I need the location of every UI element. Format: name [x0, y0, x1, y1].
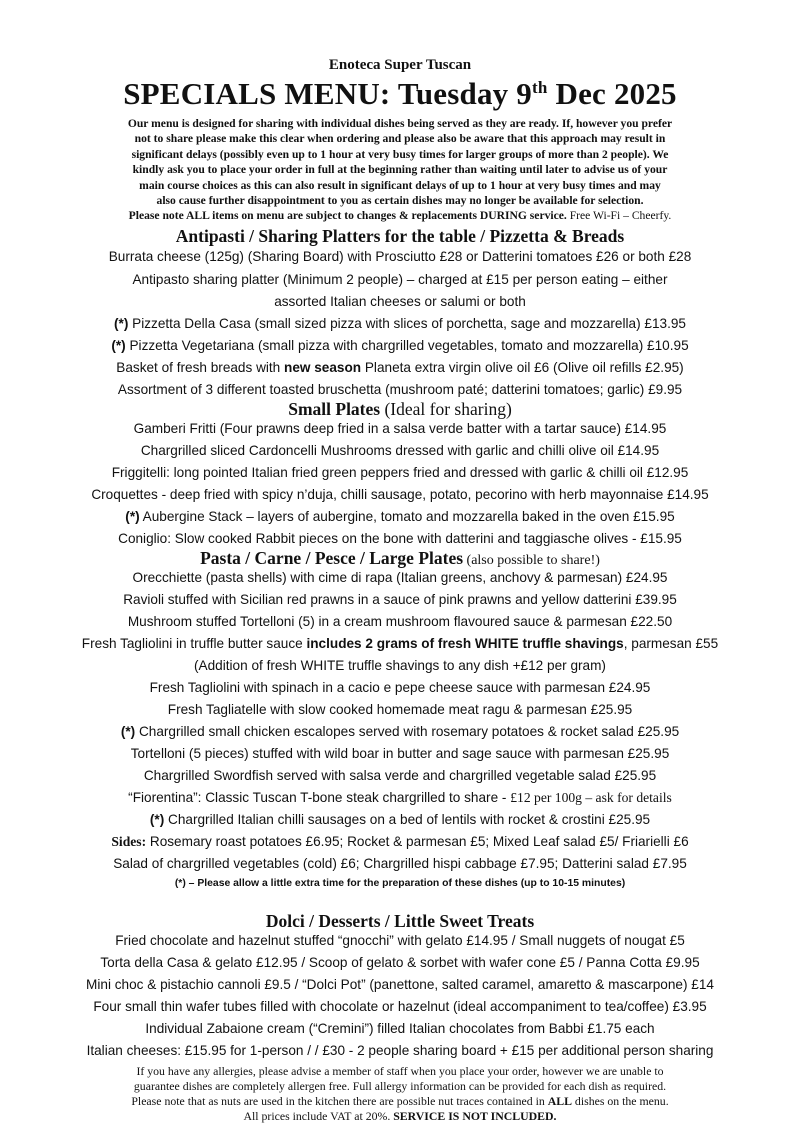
item-text: Planeta extra virgin olive oil £6 (Olive oil refills £2.95) [361, 360, 684, 375]
intro-line: not to share please make this clear when ordering and please also be aware that this approach may result in [134, 132, 666, 145]
heading-sub: (also possible to share!) [463, 553, 600, 568]
vat-note [0, 1109, 800, 1124]
menu-item: Individual Zabaione cream (“Cremini”) filled Italian chocolates from Babbi £1.75 each [145, 1021, 655, 1036]
heading-text: Pasta / Carne / Pesce / Large Plates [200, 548, 464, 568]
menu-item: Fresh Tagliatelle with slow cooked homemade meat ragu & parmesan £25.95 [167, 702, 633, 717]
note-text: Please note that as nuts are used in the kitchen there are possible nut traces contained in [131, 1094, 548, 1108]
extra-time-marker: (*) [111, 338, 126, 353]
item-text: Pizzetta Vegetariana (small pizza with chargrilled vegetables, tomato and mozzarella) £10.95 [125, 338, 689, 353]
section-heading-small-plates [0, 399, 800, 420]
title-ordinal: th [532, 78, 548, 97]
intro-line: kindly ask you to place your order in full at the beginning rather than waiting until later to advise us of your [132, 163, 668, 176]
item-text: £12 per 100g – ask for details [510, 790, 672, 805]
menu-item [0, 790, 800, 806]
menu-item [0, 636, 800, 651]
menu-item: Assortment of 3 different toasted bruschetta (mushroom paté; datterini tomatoes; garlic) £9.95 [117, 382, 683, 397]
menu-item: Coniglio: Slow cooked Rabbit pieces on the bone with datterini and taggiasche olives - £15.95 [118, 531, 682, 546]
item-text: Pizzetta Della Casa (small sized pizza with slices of porchetta, sage and mozzarella) £13.95 [128, 316, 686, 331]
extra-time-marker: (*) [114, 316, 129, 331]
item-text: “Fiorentina”: Classic Tuscan T-bone steak chargrilled to share - [128, 790, 511, 805]
sides-label: Sides: [111, 834, 147, 849]
item-text: Basket of fresh breads with [116, 360, 285, 375]
menu-item: Chargrilled Swordfish served with salsa verde and chargrilled vegetable salad £25.95 [143, 768, 657, 783]
heading-text: Small Plates [288, 399, 381, 419]
menu-item: (Addition of fresh WHITE truffle shavings to any dish +£12 per gram) [194, 658, 606, 673]
menu-item: Four small thin wafer tubes filled with chocolate or hazelnut (ideal accompaniment to tea/coffee) £3.95 [93, 999, 707, 1014]
item-highlight: new season [284, 360, 362, 375]
item-highlight: includes 2 grams of fresh WHITE truffle shavings [306, 636, 624, 651]
item-text: , parmesan £55 [623, 636, 719, 651]
menu-item [0, 338, 800, 353]
section-heading-large-plates [0, 548, 800, 569]
menu-item: Chargrilled sliced Cardoncelli Mushrooms dressed with garlic and chilli olive oil £14.95 [140, 443, 660, 458]
section-heading-desserts: Dolci / Desserts / Little Sweet Treats [265, 911, 535, 931]
note-bold: ALL [547, 1094, 572, 1108]
item-text: Chargrilled Italian chilli sausages on a bed of lentils with rocket & crostini £25.95 [164, 812, 651, 827]
menu-item: Antipasto sharing platter (Minimum 2 people) – charged at £15 per person eating – either [132, 272, 668, 287]
vat-text: All prices include VAT at 20%. [243, 1109, 394, 1123]
menu-item: Croquettes - deep fried with spicy n’duja, chilli sausage, potato, pecorino with herb mayonnaise £14.95 [91, 487, 709, 502]
menu-item [0, 724, 800, 739]
menu-item [0, 360, 800, 375]
extra-time-note: (*) – Please allow a little extra time for the preparation of these dishes (up to 10-15 minutes) [174, 878, 626, 889]
extra-time-marker: (*) [125, 509, 140, 524]
title-main: SPECIALS MENU: Tuesday 9 [123, 76, 533, 111]
restaurant-name: Enoteca Super Tuscan [328, 57, 472, 73]
page-title [0, 76, 800, 112]
menu-item: Tortelloni (5 pieces) stuffed with wild boar in butter and sage sauce with parmesan £25.95 [130, 746, 670, 761]
menu-item: Torta della Casa & gelato £12.95 / Scoop of gelato & sorbet with wafer cone £5 / Panna Cotta £9.95 [100, 955, 700, 970]
notice-bold: Please note ALL items on menu are subject to changes & replacements DURING service. [128, 209, 567, 222]
menu-item: Fried chocolate and hazelnut stuffed “gnocchi” with gelato £14.95 / Small nuggets of nougat £5 [115, 933, 685, 948]
menu-item: assorted Italian cheeses or salumi or both [274, 294, 526, 309]
menu-item [0, 812, 800, 827]
item-text: Chargrilled small chicken escalopes served with rosemary potatoes & rocket salad £25.95 [135, 724, 680, 739]
item-text: Fresh Tagliolini in truffle butter sauce [81, 636, 307, 651]
intro-notice [0, 208, 800, 224]
menu-item: Italian cheeses: £15.95 for 1-person / / £30 - 2 people sharing board + £15 per additional person sharing [86, 1043, 714, 1058]
section-heading-antipasti: Antipasti / Sharing Platters for the table / Pizzetta & Breads [175, 226, 625, 246]
menu-item: Gamberi Fritti (Four prawns deep fried in a salsa verde batter with a tartar sauce) £14.95 [133, 421, 667, 436]
intro-line: main course choices as this can also result in significant delays of up to 1 hour at very busy times and may [139, 179, 661, 192]
item-text: Rosemary roast potatoes £6.95; Rocket & parmesan £5; Mixed Leaf salad £5/ Friarielli £6 [146, 834, 689, 849]
item-text: Aubergine Stack – layers of aubergine, tomato and mozzarella baked in the oven £15.95 [139, 509, 675, 524]
heading-sub: (Ideal for sharing) [380, 399, 512, 419]
note-text: dishes on the menu. [571, 1094, 669, 1108]
menu-item: Fresh Tagliolini with spinach in a cacio e pepe cheese sauce with parmesan £24.95 [149, 680, 651, 695]
intro-line: Our menu is designed for sharing with individual dishes being served as they are ready. If, however you prefer [127, 117, 673, 130]
menu-item: Friggitelli: long pointed Italian fried green peppers fried and dressed with garlic & chilli oil £12.95 [111, 465, 689, 480]
menu-item: Ravioli stuffed with Sicilian red prawns in a sauce of pink prawns and yellow datterini £39.95 [123, 592, 677, 607]
menu-item: Mini choc & pistachio cannoli £9.5 / “Dolci Pot” (panettone, salted caramel, amaretto & mascarpone) £14 [86, 977, 714, 992]
extra-time-marker: (*) [149, 812, 165, 827]
service-not-included: SERVICE IS NOT INCLUDED. [393, 1109, 557, 1123]
title-date: Dec 2025 [547, 76, 677, 111]
menu-item: Mushroom stuffed Tortelloni (5) in a cream mushroom flavoured sauce & parmesan £22.50 [127, 614, 673, 629]
extra-time-marker: (*) [120, 724, 136, 739]
sides-line [0, 834, 800, 850]
menu-item [0, 509, 800, 524]
menu-item [0, 316, 800, 331]
intro-line: significant delays (possibly even up to 1 hour at very busy times for larger groups of more than 2 people). We [131, 148, 669, 161]
menu-item: Orecchiette (pasta shells) with cime di rapa (Italian greens, anchovy & parmesan) £24.95 [132, 570, 668, 585]
allergy-note: If you have any allergies, please advise a member of staff when you place your order, however we are unable to [136, 1064, 664, 1078]
nut-note [0, 1094, 800, 1109]
sides-line: Salad of chargrilled vegetables (cold) £6; Chargrilled hispi cabbage £7.95; Datterini salad £7.95 [113, 856, 687, 871]
allergy-note: guarantee dishes are completely allergen free. Full allergy information can be provided for each dish as required. [133, 1079, 667, 1093]
menu-item: Burrata cheese (125g) (Sharing Board) with Prosciutto £28 or Datterini tomatoes £26 or both £28 [108, 249, 692, 264]
intro-line: also cause further disappointment to you as certain dishes may no longer be available for selection. [156, 194, 644, 207]
wifi-note: Free Wi-Fi – Cheerfy. [566, 209, 672, 222]
